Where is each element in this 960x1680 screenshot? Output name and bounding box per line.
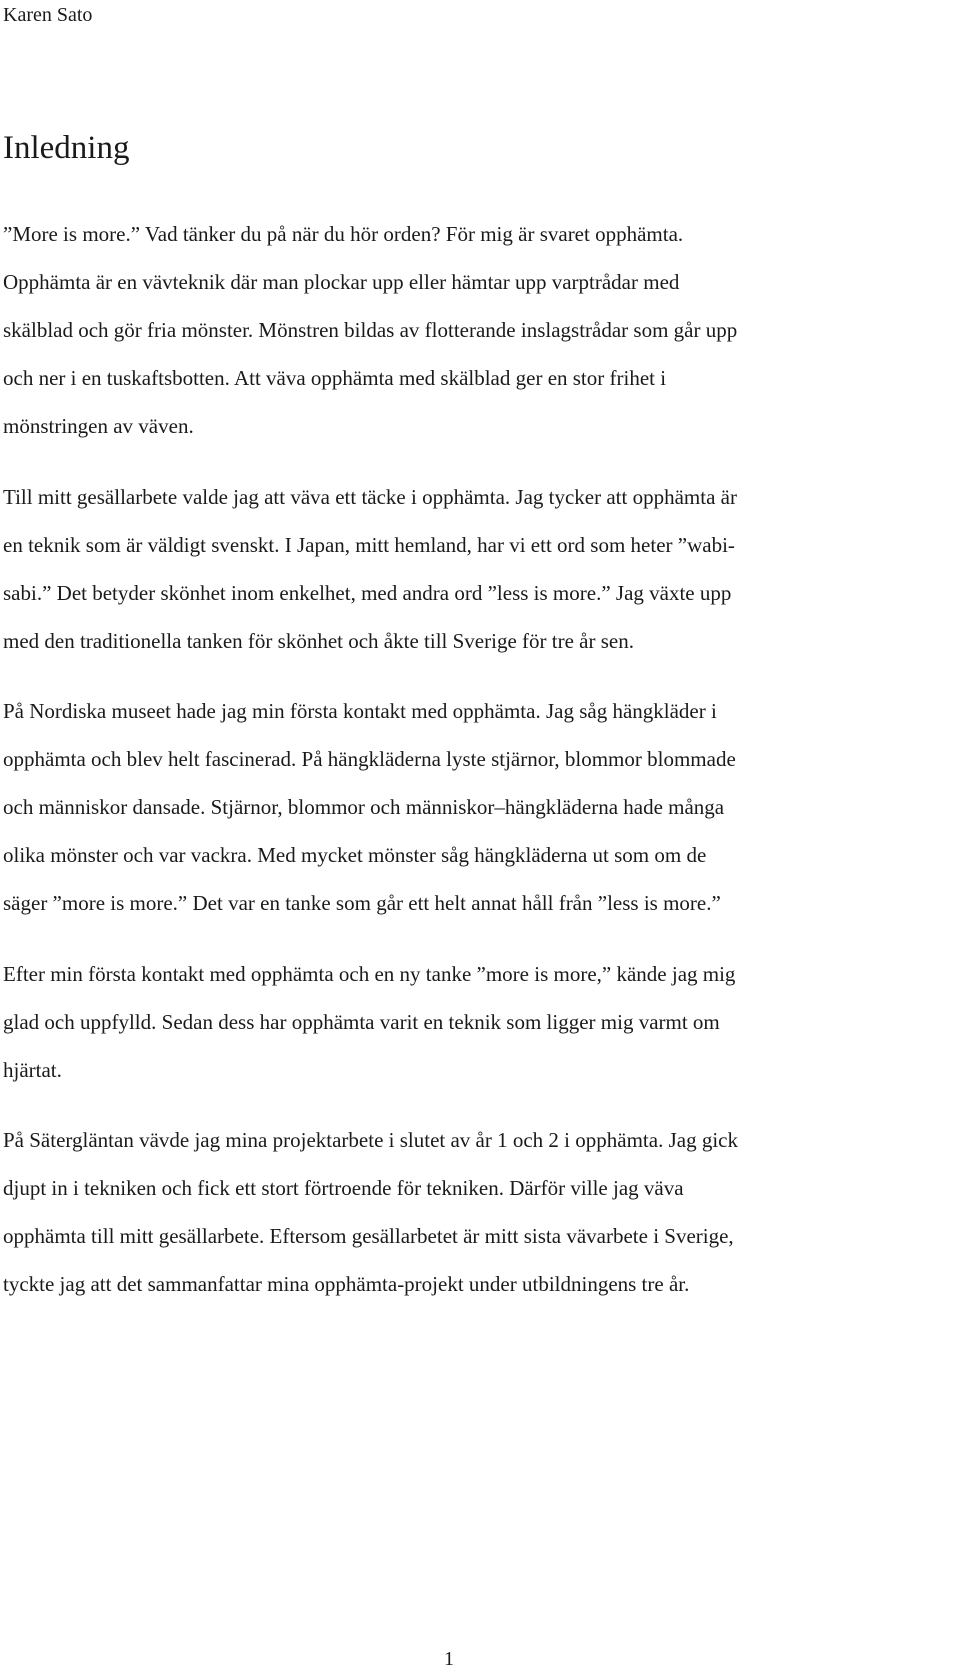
text-line: Opphämta är en vävteknik där man plockar upp eller hämtar upp varptrådar med (3, 270, 680, 294)
section-heading: Inledning (3, 130, 130, 166)
text-line: djupt in i tekniken och fick ett stort förtroende för tekniken. Därför ville jag väva (3, 1176, 684, 1200)
text-line: och människor dansade. Stjärnor, blommor och människor–hängkläderna hade många (3, 795, 725, 819)
text-line: och ner i en tuskaftsbotten. Att väva opphämta med skälblad ger en stor frihet i (3, 366, 667, 390)
text-line: tyckte jag att det sammanfattar mina opphämta-projekt under utbildningens tre år. (3, 1272, 690, 1296)
text-line: Efter min första kontakt med opphämta och en ny tanke ”more is more,” kände jag mig (3, 962, 736, 986)
text-line: sabi.” Det betyder skönhet inom enkelhet, med andra ord ”less is more.” Jag växte upp (3, 581, 732, 605)
text-line: säger ”more is more.” Det var en tanke som går ett helt annat håll från ”less is more.” (3, 891, 721, 915)
author-name: Karen Sato (3, 4, 93, 26)
text-line: Till mitt gesällarbete valde jag att väva ett täcke i opphämta. Jag tycker att opphämta är (3, 485, 737, 509)
text-line: På Sätergläntan vävde jag mina projektarbete i slutet av år 1 och 2 i opphämta. Jag gick (3, 1128, 738, 1152)
text-line: en teknik som är väldigt svenskt. I Japan, mitt hemland, har vi ett ord som heter ”wabi- (3, 533, 735, 557)
text-line: olika mönster och var vackra. Med mycket mönster såg hängkläderna ut som om de (3, 843, 707, 867)
text-line: På Nordiska museet hade jag min första kontakt med opphämta. Jag såg hängkläder i (3, 699, 717, 723)
text-line: ”More is more.” Vad tänker du på när du hör orden? För mig är svaret opphämta. (3, 222, 684, 246)
text-line: hjärtat. (3, 1058, 62, 1082)
text-line: mönstringen av väven. (3, 414, 194, 438)
text-line: skälblad och gör fria mönster. Mönstren bildas av flotterande inslagstrådar som går upp (3, 318, 738, 342)
text-line: glad och uppfylld. Sedan dess har opphämta varit en teknik som ligger mig varmt om (3, 1010, 720, 1034)
text-line: opphämta till mitt gesällarbete. Eftersom gesällarbetet är mitt sista vävarbete i Sverige, (3, 1224, 734, 1248)
text-line: opphämta och blev helt fascinerad. På hängkläderna lyste stjärnor, blommor blommade (3, 747, 736, 771)
page-number: 1 (444, 1648, 454, 1670)
text-line: med den traditionella tanken för skönhet och åkte till Sverige för tre år sen. (3, 629, 634, 653)
